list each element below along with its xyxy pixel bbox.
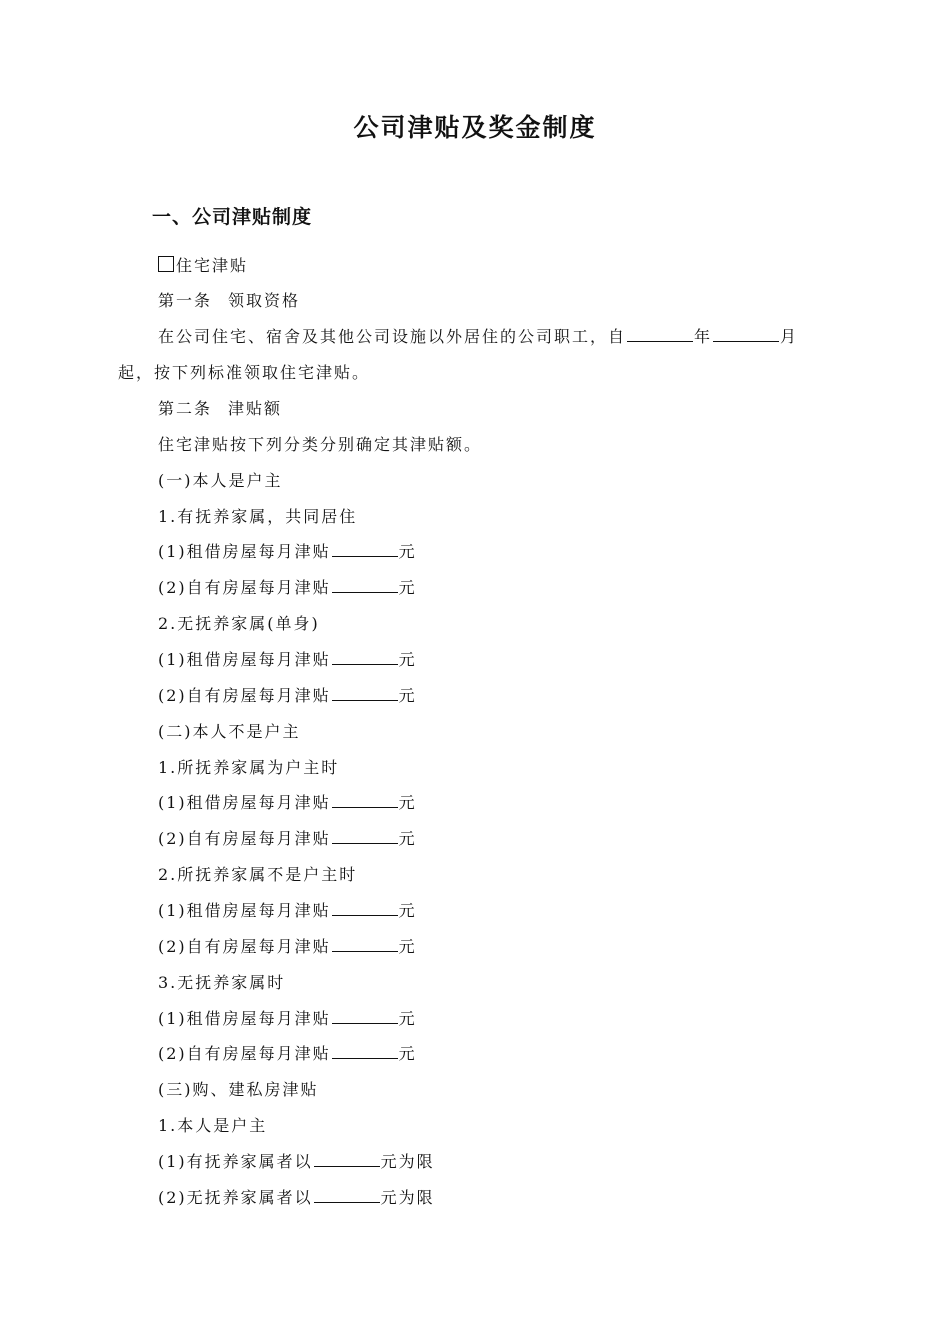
section-heading: 一、公司津贴制度: [152, 206, 313, 228]
category-1: (一)本人是户主: [158, 471, 283, 490]
category-3: (三)购、建私房津贴: [158, 1080, 319, 1099]
list-item: (2)无抚养家属者以 元为限: [158, 1188, 435, 1207]
checkbox-icon: [158, 256, 174, 272]
category-2-3: 3.无抚养家属时: [158, 973, 286, 992]
category-2-1: 1.所抚养家属为户主时: [158, 758, 340, 777]
list-item: (1)租借房屋每月津贴 元: [158, 542, 417, 561]
article-1-text: 在公司住宅、宿舍及其他公司设施以外居住的公司职工，自 年 月: [158, 327, 799, 346]
article-1-heading: 第一条 领取资格: [158, 291, 301, 310]
list-item: (1)有抚养家属者以 元为限: [158, 1152, 435, 1171]
housing-allowance-item: 住宅津贴: [158, 255, 248, 277]
category-3-1: 1.本人是户主: [158, 1116, 268, 1135]
article-2-text: 住宅津贴按下列分类分别确定其津贴额。: [158, 435, 483, 454]
list-item: (1)租借房屋每月津贴 元: [158, 650, 417, 669]
list-item: (2)自有房屋每月津贴 元: [158, 937, 417, 956]
month-blank: [713, 327, 779, 342]
list-item: (1)租借房屋每月津贴 元: [158, 1009, 417, 1028]
document-title: 公司津贴及奖金制度: [353, 113, 597, 142]
article-1-text-cont: 起，按下列标准领取住宅津贴。: [118, 363, 371, 382]
category-2: (二)本人不是户主: [158, 722, 301, 741]
category-1-2: 2.无抚养家属(单身): [158, 614, 320, 633]
list-item: (2)自有房屋每月津贴 元: [158, 686, 417, 705]
list-item: (1)租借房屋每月津贴 元: [158, 793, 417, 812]
article-2-heading: 第二条 津贴额: [158, 399, 283, 418]
list-item: (1)租借房屋每月津贴 元: [158, 901, 417, 920]
category-1-1: 1.有抚养家属，共同居住: [158, 507, 358, 526]
list-item: (2)自有房屋每月津贴 元: [158, 829, 417, 848]
list-item: (2)自有房屋每月津贴 元: [158, 1044, 417, 1063]
year-blank: [627, 327, 693, 342]
category-2-2: 2.所抚养家属不是户主时: [158, 865, 358, 884]
list-item: (2)自有房屋每月津贴 元: [158, 578, 417, 597]
